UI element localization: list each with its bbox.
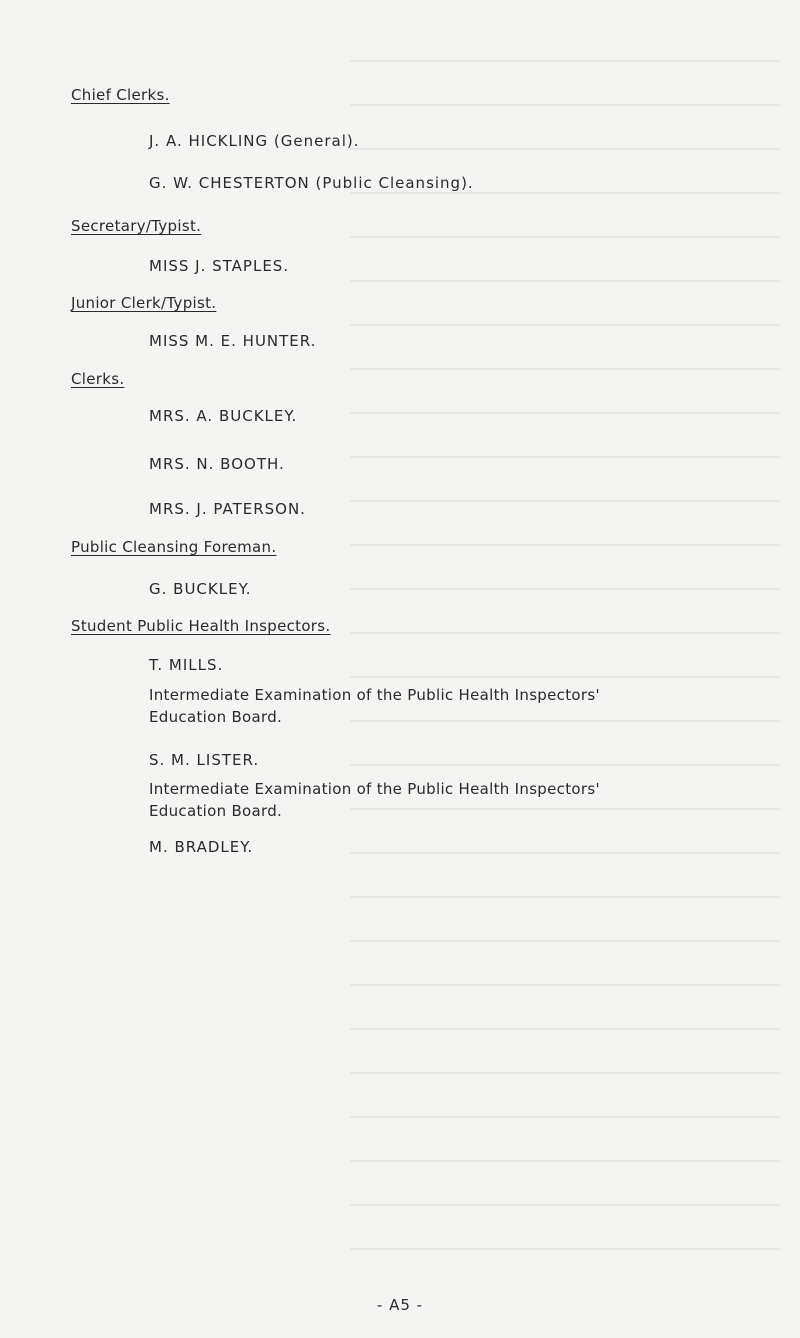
entry-lister: S. M. LISTER. (149, 751, 260, 769)
entry-booth: MRS. N. BOOTH. (149, 455, 285, 473)
entry-bradley: M. BRADLEY. (149, 838, 254, 856)
note-lister-line1: Intermediate Examination of the Public Health Inspectors' (149, 780, 600, 798)
entry-hunter: MISS M. E. HUNTER. (149, 332, 317, 350)
entry-staples: MISS J. STAPLES. (149, 257, 290, 275)
note-lister-line2: Education Board. (149, 802, 283, 820)
entry-buckley-g: G. BUCKLEY. (149, 580, 252, 598)
heading-chief-clerks: Chief Clerks. (71, 86, 170, 104)
heading-junior-clerk-typist: Junior Clerk/Typist. (71, 294, 217, 312)
page-number: - A5 - (376, 1296, 424, 1314)
heading-public-cleansing-foreman: Public Cleansing Foreman. (71, 538, 277, 556)
heading-secretary-typist: Secretary/Typist. (71, 217, 202, 235)
entry-paterson: MRS. J. PATERSON. (149, 500, 306, 518)
heading-student-phi: Student Public Health Inspectors. (71, 617, 331, 635)
entry-chesterton: G. W. CHESTERTON (Public Cleansing). (149, 174, 474, 192)
bleed-through-texture (350, 60, 780, 1260)
note-mills (149, 684, 749, 728)
entry-hickling: J. A. HICKLING (General). (149, 132, 360, 150)
heading-clerks: Clerks. (71, 370, 125, 388)
note-mills-line1: Intermediate Examination of the Public Health Inspectors' (149, 686, 600, 704)
entry-mills: T. MILLS. (149, 656, 224, 674)
entry-buckley-a: MRS. A. BUCKLEY. (149, 407, 298, 425)
note-lister (149, 778, 749, 822)
note-mills-line2: Education Board. (149, 708, 283, 726)
